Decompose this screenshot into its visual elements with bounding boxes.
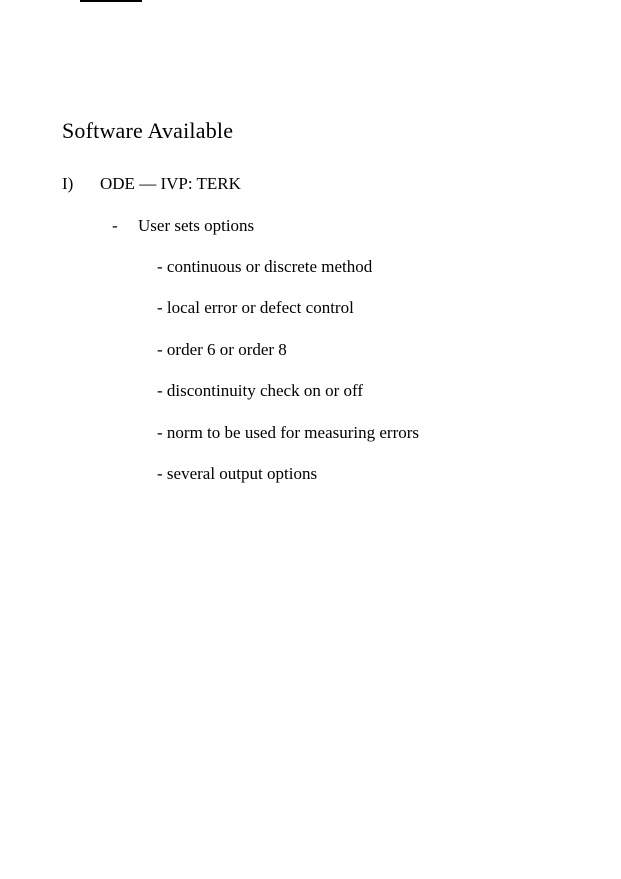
section-heading	[62, 174, 241, 194]
page-title: Software Available	[62, 118, 234, 143]
subsection-marker: -	[112, 216, 118, 235]
section-number: I)	[62, 174, 74, 193]
option-item-error-control: - local error or defect control	[157, 298, 354, 318]
subsection-label: User sets options	[138, 216, 255, 235]
top-rule-divider	[80, 0, 142, 2]
section-title: ODE — IVP: TERK	[100, 174, 241, 193]
option-item-discontinuity: - discontinuity check on or off	[157, 381, 364, 401]
option-item-order: - order 6 or order 8	[157, 339, 287, 359]
options-list	[157, 256, 419, 504]
subsection-heading	[112, 216, 254, 236]
option-item-norm: - norm to be used for measuring errors	[157, 422, 420, 442]
option-item-output: - several output options	[157, 463, 318, 483]
option-item-continuous: - continuous or discrete method	[157, 257, 373, 276]
